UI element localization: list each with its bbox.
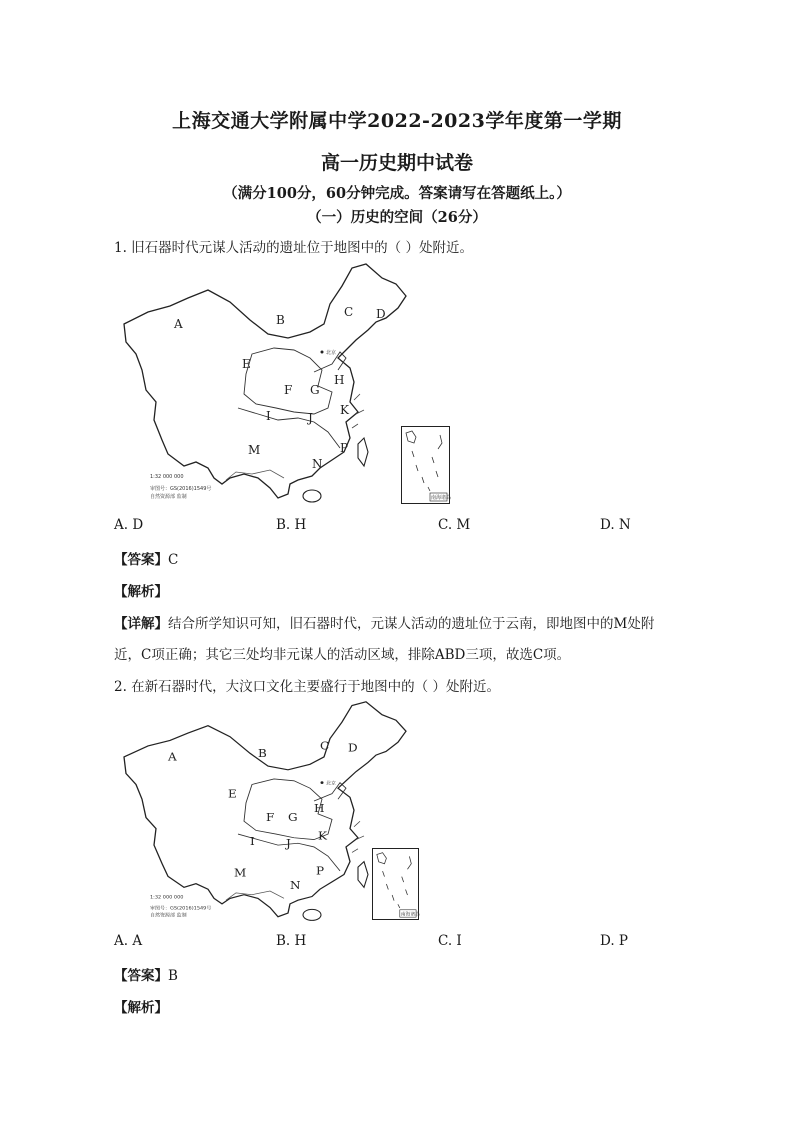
q1-option-a: A. D: [114, 517, 144, 533]
map-note-1: 审图号：GS(2016)1549号: [150, 906, 212, 912]
q1-detail-tag: 【详解】: [114, 616, 168, 632]
map-note-2: 自然资源部 监制: [150, 913, 187, 919]
hainan-island: [303, 909, 321, 920]
q1-answer-tag: 【答案】: [114, 552, 168, 568]
map-label-i: I: [266, 409, 271, 423]
china-outline: [124, 702, 406, 917]
map-note-1: 审图号：GS(2016)1549号: [150, 486, 212, 492]
inset-caption: 南海诸岛: [431, 495, 452, 501]
map-label-j: J: [286, 836, 291, 850]
capital-label: 北京: [326, 350, 337, 356]
exam-title: 高一历史期中试卷: [320, 152, 473, 174]
china-outline: [124, 264, 406, 498]
taiwan-island: [358, 438, 368, 466]
map-note-2: 自然资源部 监制: [150, 494, 187, 500]
hainan-island: [303, 490, 321, 502]
map-label-e: E: [242, 357, 251, 371]
q2-option-b: B. H: [276, 933, 307, 949]
map-label-g: G: [310, 383, 320, 397]
q2-analysis-tag: 【解析】: [114, 1000, 168, 1016]
school-title: 上海交通大学附属中学2022-2023学年度第一学期: [172, 110, 622, 132]
q2-answer-tag: 【答案】: [114, 968, 168, 984]
map-label-d: D: [376, 307, 386, 321]
taiwan-island: [358, 862, 368, 888]
q1-answer: [114, 548, 178, 568]
q2-answer: [114, 964, 178, 984]
central-region-outline: [244, 348, 332, 414]
q2-option-c: C. I: [438, 933, 462, 949]
map-label-b: B: [258, 746, 267, 760]
q1-detail-text-1: 结合所学知识可知，旧石器时代，元谋人活动的遗址位于云南，即地图中的M处附: [168, 616, 655, 632]
q2-option-d: D. P: [600, 933, 629, 949]
exam-instructions: （满分100分，60分钟完成。答案请写在答题纸上。）: [223, 185, 571, 202]
map-label-c: C: [320, 739, 330, 753]
south-china-sea-inset-2: [372, 848, 419, 920]
map-scale: 1:32 000 000: [150, 895, 184, 901]
q1-option-d: D. N: [600, 517, 631, 533]
q2-option-a: A. A: [114, 933, 143, 949]
map-label-b: B: [276, 313, 285, 327]
map-label-f: F: [266, 810, 275, 825]
map-scale: 1:32 000 000: [150, 474, 184, 480]
q1-option-b: B. H: [276, 517, 307, 533]
q1-option-c: C. M: [438, 517, 471, 533]
map-label-a: A: [174, 317, 183, 331]
capital-label: 北京: [326, 781, 337, 787]
section-title: （一）历史的空间（26分）: [307, 209, 487, 226]
question-1-stem: 1. 旧石器时代元谋人活动的遗址位于地图中的（ ）处附近。: [114, 240, 473, 256]
q1-analysis-tag: 【解析】: [114, 584, 168, 600]
q2-answer-value: B: [168, 968, 178, 984]
map-label-k: K: [340, 403, 349, 417]
map-label-g: G: [288, 810, 298, 825]
map-label-p: P: [340, 441, 349, 455]
q1-detail-line-1: [114, 612, 654, 632]
map-label-c: C: [344, 305, 354, 319]
map-label-f: F: [284, 383, 293, 397]
map-label-d: D: [348, 740, 358, 755]
question-2-stem: 2. 在新石器时代，大汶口文化主要盛行于地图中的（ ）处附近。: [114, 679, 500, 695]
map-label-h: H: [314, 801, 325, 815]
map-label-m: M: [248, 443, 261, 457]
map-label-k: K: [318, 829, 327, 843]
map-label-h: H: [334, 373, 345, 387]
map-label-a: A: [168, 750, 177, 764]
map-label-j: J: [308, 411, 313, 425]
q1-detail-line-2: 近，C项正确；其它三处均非元谋人的活动区域，排除ABD三项，故选C项。: [114, 647, 571, 663]
south-china-sea-inset-1: [401, 426, 450, 504]
q1-answer-value: C: [168, 552, 179, 568]
map-label-e: E: [228, 786, 237, 801]
inset-caption: 南海诸岛: [400, 912, 420, 918]
map-label-n: N: [290, 878, 301, 893]
map-label-p: P: [316, 863, 325, 878]
map-label-n: N: [312, 457, 323, 471]
map-label-m: M: [234, 865, 247, 880]
map-label-i: I: [250, 834, 255, 848]
